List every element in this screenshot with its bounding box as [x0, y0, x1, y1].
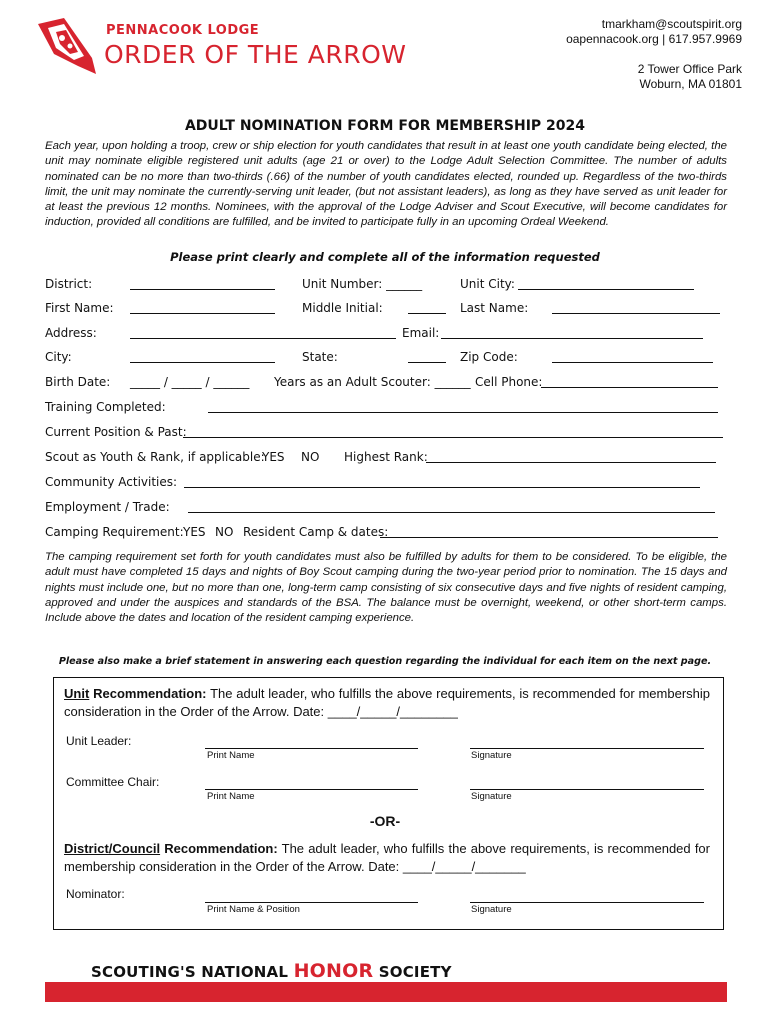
- zip-label: Zip Code:: [460, 350, 518, 364]
- unit-rec-body: The adult leader, who fulfills the above requirements, is recommended for membership consideration in the Order of the Arrow. Date: ____/_____/________: [64, 686, 710, 719]
- district-label: District:: [45, 277, 93, 291]
- lodge-logo: [34, 16, 414, 78]
- footer-part2: SOCIETY: [378, 963, 452, 981]
- first-name-label: First Name:: [45, 301, 114, 315]
- committee-chair-signature-line[interactable]: [470, 789, 704, 790]
- years-adult-label: Years as an Adult Scouter: ______: [274, 375, 471, 389]
- scout-youth-label: Scout as Youth & Rank, if applicable:: [45, 450, 265, 464]
- first-name-input[interactable]: [130, 301, 275, 314]
- footer-part1: SCOUTING'S NATIONAL: [91, 963, 289, 981]
- district-input[interactable]: [130, 277, 275, 290]
- contact-block: [442, 17, 742, 92]
- highest-rank-input[interactable]: [426, 450, 716, 463]
- district-rec-heading: Recommendation:: [164, 841, 278, 856]
- unit-rec-heading: Recommendation:: [93, 686, 207, 701]
- last-name-input[interactable]: [552, 301, 720, 314]
- community-input[interactable]: [184, 475, 700, 488]
- nominator-signature-line[interactable]: [470, 902, 704, 903]
- unit-leader-print-name-line[interactable]: [205, 748, 418, 749]
- nominator-print-name-line[interactable]: [205, 902, 418, 903]
- nominator-label: Nominator:: [66, 887, 125, 901]
- contact-email: tmarkham@scoutspirit.org: [601, 17, 742, 31]
- birth-date-label: Birth Date:: [45, 375, 111, 389]
- camping-yes[interactable]: YES: [183, 525, 206, 539]
- scout-youth-no[interactable]: NO: [301, 450, 320, 464]
- committee-chair-label: Committee Chair:: [66, 775, 160, 789]
- last-name-label: Last Name:: [460, 301, 529, 315]
- address-label: Address:: [45, 326, 97, 340]
- next-page-note: Please also make a brief statement in answering each question regarding the individual for each item on the next page.: [58, 656, 712, 667]
- committee-chair-signature-caption: Signature: [471, 791, 512, 802]
- birth-date-input[interactable]: _____ / _____ / ______: [130, 375, 250, 389]
- unit-word: Unit: [64, 686, 90, 701]
- district-word: District/Council: [64, 841, 161, 856]
- contact-web-phone: oapennacook.org | 617.957.9969: [566, 32, 742, 46]
- unit-leader-print-name-caption: Print Name: [207, 750, 255, 761]
- camping-req-label: Camping Requirement:: [45, 525, 184, 539]
- nominator-print-name-caption: Print Name & Position: [207, 904, 300, 915]
- district-recommendation-text: [64, 840, 710, 876]
- training-input[interactable]: [208, 400, 718, 413]
- cell-phone-input[interactable]: [541, 375, 718, 388]
- form-title: ADULT NOMINATION FORM FOR MEMBERSHIP 2024: [184, 118, 586, 134]
- unit-city-label: Unit City:: [460, 277, 515, 291]
- unit-leader-signature-line[interactable]: [470, 748, 704, 749]
- resident-camp-input[interactable]: [380, 525, 718, 538]
- state-input[interactable]: [408, 350, 446, 363]
- city-input[interactable]: [130, 350, 275, 363]
- current-position-label: Current Position & Past:: [45, 425, 187, 439]
- or-divider: -OR-: [369, 813, 401, 829]
- committee-chair-print-name-line[interactable]: [205, 789, 418, 790]
- zip-input[interactable]: [552, 350, 713, 363]
- state-label: State:: [302, 350, 338, 364]
- footer-tagline: [91, 960, 452, 982]
- employment-input[interactable]: [188, 500, 715, 513]
- current-position-input[interactable]: [183, 425, 723, 438]
- address-input[interactable]: [130, 326, 396, 339]
- training-label: Training Completed:: [45, 400, 166, 414]
- camping-paragraph: The camping requirement set forth for youth candidates must also be fulfilled by adults for them to be considered. To be eligible, the adult must have completed 15 days and nights of Boy Scout camping during the two-year period prior to nomination. The 15 days and nights must include one, but no more than one, long-term camp consisting of six consecutive days and five nights of resident camping, approved and under the auspices and standards of the BSA. The balance must be overnight, weekend, or other short-term camps. Include above the dates and location of the resident camping experience.: [45, 551, 727, 625]
- cell-phone-label: Cell Phone:: [475, 375, 543, 389]
- logo-line2: ORDER OF THE ARROW: [104, 40, 407, 69]
- city-label: City:: [45, 350, 72, 364]
- unit-number-label: Unit Number: ______: [302, 277, 423, 291]
- highest-rank-label: Highest Rank:: [344, 450, 428, 464]
- middle-initial-label: Middle Initial:: [302, 301, 383, 315]
- district-rec-body: The adult leader, who fulfills the above requirements, is recommended for membership consideration in the Order of the Arrow. Date: ____/_____/_______: [64, 841, 710, 874]
- email-input[interactable]: [441, 326, 703, 339]
- employment-label: Employment / Trade:: [45, 500, 170, 514]
- middle-initial-input[interactable]: [408, 301, 446, 314]
- email-label: Email:: [402, 326, 440, 340]
- unit-leader-label: Unit Leader:: [66, 734, 132, 748]
- footer-honor: HONOR: [293, 960, 374, 982]
- intro-paragraph: Each year, upon holding a troop, crew or ship election for youth candidates that result in at least one youth candidate being elected, the unit may nominate eligible registered unit adults (age 21 or over) to the Lodge Adult Selection Committee. The number of adults nominated can be no more than two-thirds (.66) of the number of youth candidates elected, rounded up. Regardless of the two-thirds limit, the unit may nominate the currently-serving unit leader, (but not assistant leaders), as long as they have served as unit leader for at least the previous 12 months. Nominees, with the approval of the Lodge Adviser and Scout Executive, will become candidates for induction, provided all conditions are fulfilled, and be invited to participate fully in an upcoming Ordeal Weekend.: [45, 140, 727, 229]
- unit-leader-signature-caption: Signature: [471, 750, 512, 761]
- arrowhead-logo-icon: [34, 16, 100, 76]
- scout-youth-yes[interactable]: YES: [262, 450, 285, 464]
- logo-line1: PENNACOOK LODGE: [106, 23, 260, 38]
- committee-chair-print-name-caption: Print Name: [207, 791, 255, 802]
- unit-city-input[interactable]: [518, 277, 694, 290]
- community-label: Community Activities:: [45, 475, 178, 489]
- camping-no[interactable]: NO: [215, 525, 234, 539]
- address-line1: 2 Tower Office Park: [637, 62, 742, 76]
- print-clearly-instruction: Please print clearly and complete all of the information requested: [170, 250, 600, 264]
- unit-recommendation-text: [64, 685, 710, 721]
- footer-red-bar: [45, 982, 727, 1002]
- nominator-signature-caption: Signature: [471, 904, 512, 915]
- resident-camp-label: Resident Camp & dates:: [243, 525, 389, 539]
- address-line2: Woburn, MA 01801: [639, 77, 742, 91]
